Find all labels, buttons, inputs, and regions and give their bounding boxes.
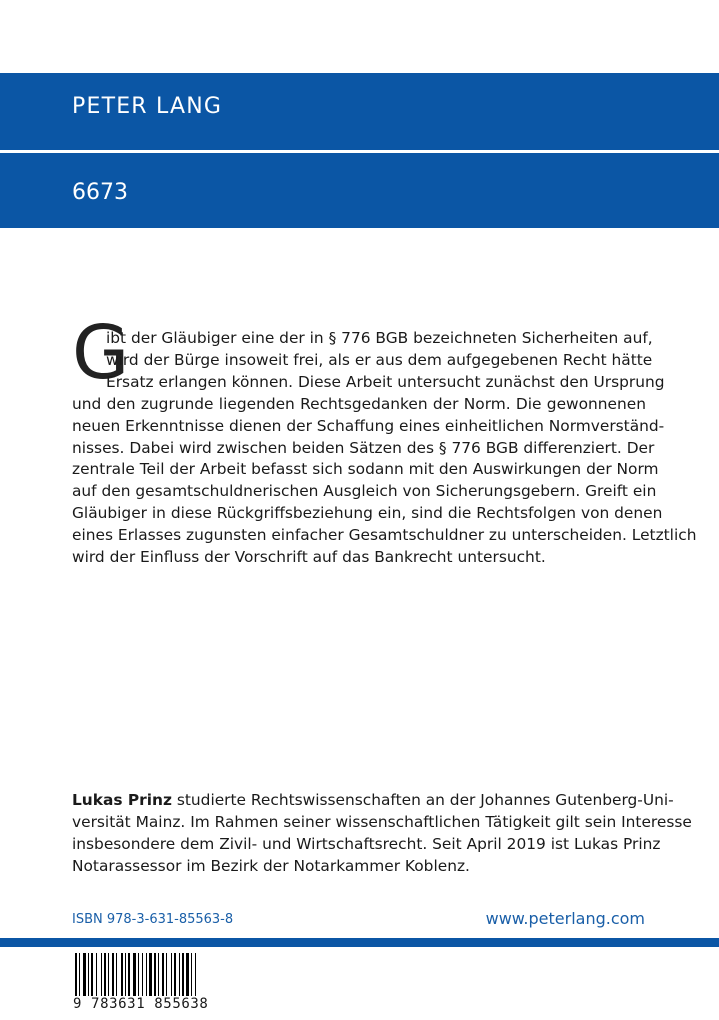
author-name: Lukas Prinz	[72, 791, 172, 809]
website-link[interactable]: www.peterlang.com	[485, 909, 645, 928]
barcode-digits: 9 783631 855638	[73, 996, 223, 1012]
bio-line: insbesondere dem Zivil- und Wirtschaftsrecht. Seit April 2019 ist Lukas Prinz	[72, 834, 661, 853]
book-description	[72, 328, 697, 569]
blurb-line: nisses. Dabei wird zwischen beiden Sätzen des § 776 BGB differenziert. Der	[72, 438, 655, 457]
banner-divider	[0, 150, 719, 153]
blurb-line: eines Erlasses zugunsten einfacher Gesamtschuldner zu unterscheiden. Letztlich	[72, 526, 697, 545]
blurb-line: auf den gesamtschuldnerischen Ausgleich von Sicherungsgebern. Greift ein	[72, 482, 657, 501]
bio-line: Notarassessor im Bezirk der Notarkammer Koblenz.	[72, 856, 470, 875]
blurb-line: wird der Einfluss der Vorschrift auf das Bankrecht untersucht.	[72, 548, 546, 567]
drop-cap: G	[72, 310, 130, 396]
bio-line	[72, 790, 674, 812]
blurb-line: Ersatz erlangen können. Diese Arbeit untersucht zunächst den Ursprung	[106, 372, 665, 391]
blurb-line: zentrale Teil der Arbeit befasst sich sodann mit den Auswirkungen der Norm	[72, 460, 659, 479]
bio-text: studierte Rechtswissenschaften an der Johannes Gutenberg-Uni-	[171, 791, 674, 809]
isbn: ISBN 978-3-631-85563-8	[72, 912, 234, 927]
author-bio	[72, 790, 692, 878]
blurb-line: und den zugrunde liegenden Rechtsgedanken der Norm. Die gewonnenen	[72, 394, 646, 413]
blurb-line: ibt der Gläubiger eine der in § 776 BGB bezeichneten Sicherheiten auf,	[106, 329, 653, 347]
blurb-line: neuen Erkenntnisse dienen der Schaffung eines einheitlichen Normverständ-	[72, 416, 665, 435]
footer-bar	[0, 938, 719, 947]
blurb-line: Gläubiger in diese Rückgriffsbeziehung ein, sind die Rechtsfolgen von denen	[72, 504, 663, 523]
publisher-name: PETER LANG	[72, 94, 223, 119]
bio-line: versität Mainz. Im Rahmen seiner wissenschaftlichen Tätigkeit gilt sein Interesse	[72, 812, 692, 831]
series-number: 6673	[72, 180, 128, 205]
blurb-line: wird der Bürge insoweit frei, als er aus dem aufgegebenen Recht hätte	[106, 350, 653, 369]
